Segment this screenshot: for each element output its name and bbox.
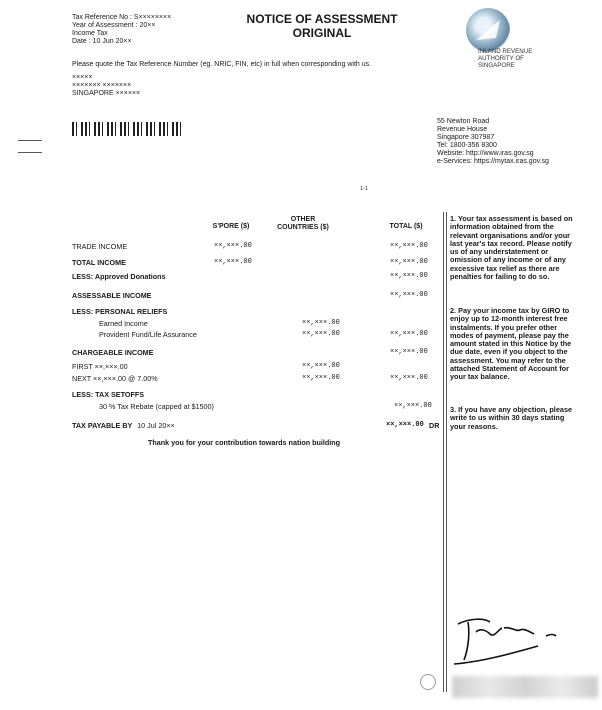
column-header-other-line: OTHER — [290, 216, 316, 223]
notice-date: Date : 10 Jun 20×× — [72, 38, 132, 45]
next-total: ××,×××.00 — [390, 374, 428, 382]
payable-label: TAX PAYABLE BY — [72, 421, 133, 430]
trade-income-total: ××,×××.00 — [390, 242, 428, 250]
row-label-setoffs: LESS: TAX SETOFFS — [72, 390, 145, 399]
row-label-total-income: TOTAL INCOME — [72, 258, 126, 267]
payable-total: ××,×××.00 — [386, 421, 424, 429]
quote-instruction: Please quote the Tax Reference Number (eg. NRIC, FIN, etc) in full when corresponding with us. — [72, 61, 372, 68]
first-other: ××,×××.00 — [302, 362, 340, 370]
fold-mark — [18, 152, 42, 153]
tax-reference: Tax Reference No : S×××××××× — [72, 14, 172, 21]
row-label-provident: Provident Fund/Life Assurance — [99, 330, 197, 339]
signature — [450, 610, 560, 670]
column-divider — [443, 212, 444, 692]
org-name — [478, 48, 532, 69]
row-label-first: FIRST ××,×××.00 — [72, 362, 128, 371]
column-divider — [446, 212, 447, 692]
year-of-assessment: Year of Assessment : 20×× — [72, 22, 156, 29]
iras-address-line: Tel: 1800-356 8300 — [437, 142, 497, 149]
payable-date: 10 Jul 20×× — [137, 421, 175, 430]
iras-logo — [466, 8, 510, 52]
iras-address-line: 55 Newton Road — [437, 118, 490, 125]
iras-address-line: Website: http://www.iras.gov.sg — [437, 150, 534, 157]
earned-other: ××,×××.00 — [302, 319, 340, 327]
title-line-1: NOTICE OF ASSESSMENT — [246, 12, 398, 26]
thanks-message: Thank you for your contribution towards nation building — [148, 438, 341, 447]
payable-suffix: DR — [429, 421, 440, 430]
donations-total: ××,×××.00 — [390, 272, 428, 280]
row-label-chargeable: CHARGEABLE INCOME — [72, 348, 154, 357]
org-line-1: INLAND REVENUE — [478, 48, 533, 55]
income-tax-label: Income Tax — [72, 30, 108, 37]
org-line-3: SINGAPORE — [478, 62, 515, 69]
page-marker: 1-1 — [360, 186, 368, 192]
column-header-total: TOTAL ($) — [389, 223, 423, 230]
column-header-other-line: COUNTRIES ($) — [277, 224, 329, 231]
side-note-2: 2. Pay your income tax by GIRO to enjoy up to 12-month interest free instalments. If you prefer other modes of payment, please pay the amount stated in this Notice by the due date, even if you object to the assessment. You may refer to the attached Statement of Account for your tax balance. — [450, 306, 572, 382]
row-label-next: NEXT ××,×××.00 @ 7.00% — [72, 374, 158, 383]
iras-address — [437, 118, 549, 166]
watermark-blur — [452, 676, 598, 698]
recipient-address — [72, 74, 140, 98]
page-title — [222, 12, 422, 40]
provident-other: ××,×××.00 — [302, 330, 340, 338]
trade-income-spore: ××,×××.00 — [214, 242, 252, 250]
next-other: ××,×××.00 — [302, 374, 340, 382]
address-line: ××××××× ××××××× — [72, 82, 132, 89]
row-label-payable — [72, 421, 175, 430]
header-meta — [72, 14, 171, 46]
fold-mark — [18, 140, 42, 141]
side-note-1: 1. Your tax assessment is based on information obtained from the relevant organisations and/or your last year's tax record. Please notify us of any understatement or omission of any income or of any excessive tax relief as there are penalties for failing to do so. — [450, 214, 573, 282]
watermark-icon — [420, 674, 436, 690]
chargeable-total: ××,×××.00 — [390, 348, 428, 356]
column-header-other — [266, 216, 340, 232]
row-label-rebate: 30 % Tax Rebate (capped at $1500) — [99, 402, 214, 411]
iras-address-line: Revenue House — [437, 126, 488, 133]
logo-mark-icon — [466, 8, 510, 52]
side-note-3: 3. If you have any objection, please write to us within 30 days stating your reasons. — [450, 405, 573, 431]
rebate-total: ××,×××.00 — [394, 402, 432, 410]
title-line-2: ORIGINAL — [292, 26, 352, 40]
column-header-spore: S'PORE ($) — [212, 223, 250, 230]
address-line: SINGAPORE ×××××× — [72, 90, 141, 97]
row-label-trade-income: TRADE INCOME — [72, 242, 128, 251]
assessable-total: ××,×××.00 — [390, 291, 428, 299]
row-label-reliefs: LESS: PERSONAL RELIEFS — [72, 307, 168, 316]
row-label-earned: Earned Income — [99, 319, 148, 328]
org-line-2: AUTHORITY OF — [478, 55, 524, 62]
barcode-icon — [72, 122, 184, 136]
total-income-spore: ××,×××.00 — [214, 258, 252, 266]
address-line: ××××× — [72, 74, 93, 81]
total-income-total: ××,×××.00 — [390, 258, 428, 266]
iras-address-line: e-Services: https://mytax.iras.gov.sg — [437, 158, 549, 165]
provident-total: ××,×××.00 — [390, 330, 428, 338]
row-label-donations: LESS: Approved Donations — [72, 272, 166, 281]
iras-address-line: Singapore 307987 — [437, 134, 495, 141]
row-label-assessable: ASSESSABLE INCOME — [72, 291, 152, 300]
